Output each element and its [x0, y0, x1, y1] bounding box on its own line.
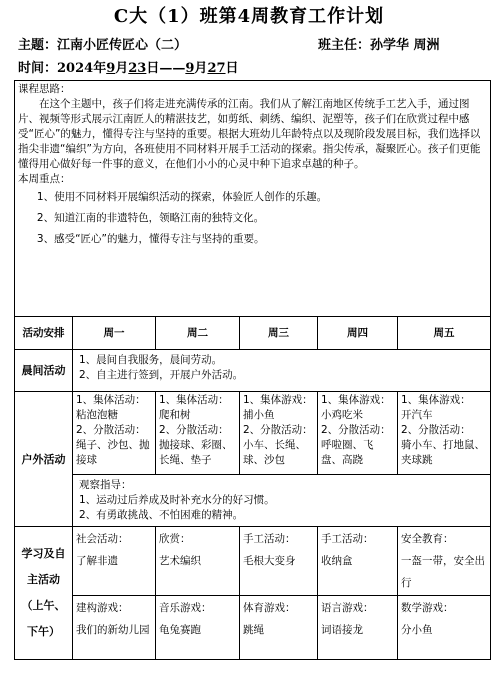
study-activity-label: 安全教育：: [401, 533, 454, 545]
study-activity-label: 欣赏：: [159, 533, 191, 545]
outdoor-wed: [240, 392, 318, 475]
day-header-wed: 周三: [240, 317, 318, 350]
outdoor-group-value: 爬和树: [159, 409, 191, 421]
outdoor-label: 户外活动: [15, 392, 73, 527]
outdoor-fri: [398, 392, 491, 475]
study-activity-value: 毛根大变身: [243, 555, 296, 567]
study-row-top: [15, 527, 491, 596]
study-label-line: 下午）: [27, 625, 60, 638]
time-end-day: 27: [207, 61, 226, 76]
outdoor-group-value: 捕小鱼: [243, 409, 275, 421]
study-top-fri: [398, 527, 491, 596]
time-end-day-char: 日: [225, 61, 239, 76]
outdoor-group-label: 1、集体活动：: [159, 394, 229, 406]
morning-cell: [73, 350, 491, 392]
course-cell: [15, 81, 491, 317]
study-activity-label: 音乐游戏：: [159, 602, 212, 614]
outdoor-scatter-value: 绳子、沙包、抛接球: [76, 439, 150, 466]
study-activity-label: 语言游戏：: [321, 602, 374, 614]
study-activity-label: 手工活动：: [243, 533, 296, 545]
study-activity-label: 建构游戏：: [76, 602, 129, 614]
days-header-row: [15, 317, 491, 350]
study-top-mon: [73, 527, 156, 596]
morning-item: 2、自主进行签到，开展户外活动。: [79, 369, 244, 381]
topic-line: [18, 34, 187, 53]
outdoor-group-label: 1、集体游戏：: [321, 394, 391, 406]
topic-value: 江南小匠传匠心（二）: [57, 38, 188, 53]
study-bottom-wed: [240, 596, 318, 660]
focus-heading: 本周重点：: [18, 173, 71, 185]
outdoor-scatter-value: 抛接球、彩圈、长绳、垫子: [159, 439, 233, 466]
focus-item: 1、使用不同材料开展编织活动的探索，体验匠人创作的乐趣。: [36, 191, 328, 203]
study-activity-label: 手工活动：: [321, 533, 374, 545]
study-activity-value: 龟兔赛跑: [159, 624, 201, 636]
day-header-mon: 周一: [73, 317, 156, 350]
study-label: [15, 527, 73, 660]
course-paragraph: 在这个主题中，孩子们将走进充满传承的江南。我们从了解江南地区传统手工艺入手，通过图片、视频等形式展示江南匠人的精湛技艺，如剪纸、刺绣、编织、泥塑等，孩子们在欣赏过程中感受“匠心”的魅力，懂得专注与坚持的重要。根据大班幼儿年龄特点以及现阶段发展目标，我们选择以指尖非遗“编织”为方向，各班使用不同材料开展手工活动的探索。指尖传承，凝聚匠心。孩子们更能懂得用心做好每一件事的意义，在他们小小的心灵中种下追求卓越的种子。: [18, 98, 481, 170]
activity-header: 活动安排: [15, 317, 73, 350]
focus-item: 2、知道江南的非遗特色，领略江南的独特文化。: [36, 212, 265, 224]
outdoor-group-label: 1、集体活动：: [76, 394, 146, 406]
day-header-tue: 周二: [156, 317, 240, 350]
outdoor-group-label: 1、集体游戏：: [243, 394, 313, 406]
outdoor-group-value: 开汽车: [401, 409, 433, 421]
page-title: C大（1）班第4周教育工作计划: [113, 6, 385, 27]
study-row-bottom: [15, 596, 491, 660]
time-month-char: 月: [115, 61, 129, 76]
study-activity-value: 跳绳: [243, 624, 264, 636]
study-label-line: 主活动: [27, 573, 60, 586]
morning-item: 1、晨间自我服务，晨间劳动。: [79, 354, 223, 366]
outdoor-scatter-label: 2、分散活动：: [159, 424, 229, 436]
outdoor-thu: [318, 392, 398, 475]
study-activity-value: 一盔一带，安全出行: [401, 555, 485, 589]
study-bottom-thu: [318, 596, 398, 660]
study-activity-label: 数学游戏：: [401, 602, 454, 614]
time-end-month: 9: [185, 61, 195, 76]
time-year: 2024年: [57, 61, 107, 76]
study-label-line: 学习及自: [21, 547, 66, 560]
study-top-thu: [318, 527, 398, 596]
outdoor-scatter-label: 2、分散活动：: [321, 424, 391, 436]
day-header-thu: 周四: [318, 317, 398, 350]
outdoor-scatter-value: 骑小车、打地鼠、夹球跳: [401, 439, 485, 466]
time-separator: ——: [159, 61, 186, 76]
outdoor-scatter-label: 2、分散活动：: [76, 424, 146, 436]
time-start-day: 23: [128, 61, 147, 76]
outdoor-scatter-label: 2、分散活动：: [243, 424, 313, 436]
study-bottom-tue: [156, 596, 240, 660]
study-bottom-mon: [73, 596, 156, 660]
time-start-month: 9: [106, 61, 116, 76]
morning-label: 晨间活动: [15, 350, 73, 392]
teacher-line: [318, 34, 440, 53]
observe-cell: [73, 475, 491, 527]
time-label: 时间：: [18, 61, 58, 76]
morning-row: [15, 350, 491, 392]
study-activity-value: 了解非遗: [76, 555, 118, 567]
outdoor-group-value: 粘泡泡糖: [76, 409, 118, 421]
study-activity-value: 收纳盒: [321, 555, 353, 567]
topic-label: 主题：: [18, 38, 58, 53]
outdoor-scatter-value: 小车、长绳、球、沙包: [243, 439, 306, 466]
observe-item: 2、有勇敢挑战、不怕困难的精神。: [79, 509, 244, 521]
study-activity-value: 我们的新幼儿园: [76, 624, 150, 636]
outdoor-group-value: 小鸡吃米: [321, 409, 363, 421]
day-header-fri: 周五: [398, 317, 491, 350]
outdoor-scatter-label: 2、分散活动：: [401, 424, 471, 436]
study-activity-label: 社会活动：: [76, 533, 129, 545]
time-line: [18, 57, 239, 76]
observe-item: 1、运动过后养成及时补充水分的好习惯。: [79, 494, 275, 506]
time-day-char: 日: [146, 61, 160, 76]
study-top-wed: [240, 527, 318, 596]
outdoor-mon: [73, 392, 156, 475]
time-end-month-char: 月: [194, 61, 208, 76]
outdoor-scatter-value: 呼啦圈、飞盘、高跷: [321, 439, 374, 466]
observe-heading: 观察指导：: [79, 479, 132, 491]
outdoor-row: [15, 392, 491, 475]
study-top-tue: [156, 527, 240, 596]
teacher-value: 孙学华 周洲: [370, 38, 440, 53]
teacher-label: 班主任：: [318, 38, 371, 53]
outdoor-tue: [156, 392, 240, 475]
course-heading: 课程思路：: [18, 83, 71, 95]
observe-row: [15, 475, 491, 527]
study-label-line: （上午、: [21, 599, 66, 612]
study-activity-label: 体育游戏：: [243, 602, 296, 614]
study-activity-value: 词语接龙: [321, 624, 363, 636]
focus-item: 3、感受“匠心”的魅力，懂得专注与坚持的重要。: [36, 233, 265, 245]
plan-table: [14, 80, 491, 660]
study-activity-value: 艺术编织: [159, 555, 201, 567]
outdoor-group-label: 1、集体游戏：: [401, 394, 471, 406]
study-activity-value: 分小鱼: [401, 624, 433, 636]
course-row: [15, 81, 491, 317]
study-bottom-fri: [398, 596, 491, 660]
